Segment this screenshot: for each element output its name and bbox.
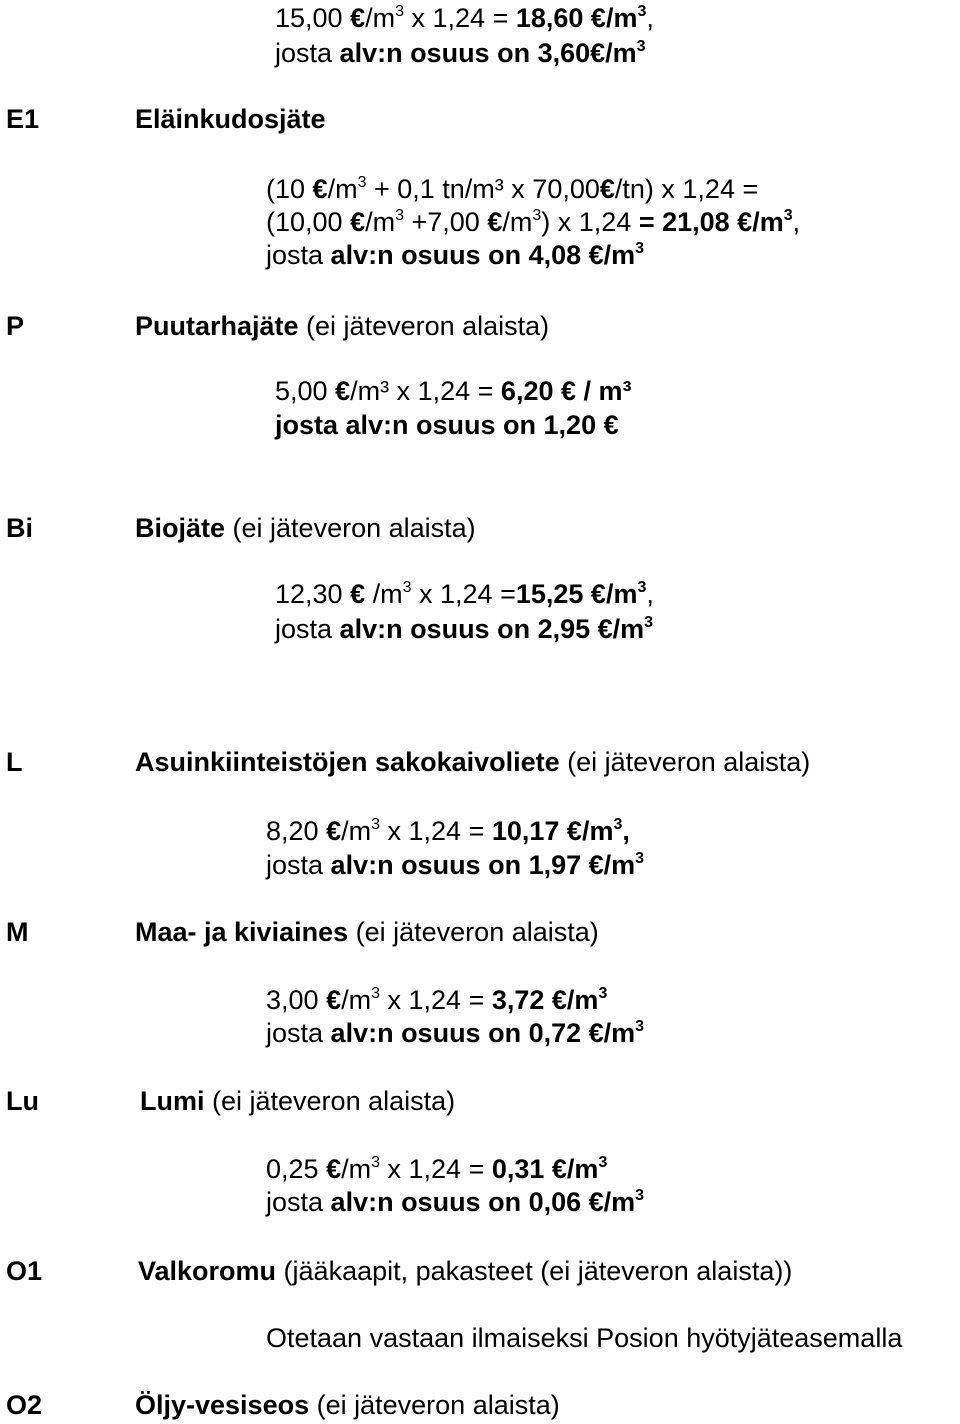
code-o2: O2 — [6, 1390, 43, 1420]
code-p: P — [6, 311, 25, 341]
top-price-line: 15,00 $€/m^3$ x 1,24 = 18,60 $€/m^3$, — [275, 3, 654, 33]
lu-vat-line: josta alv:n osuus on 0,06 $€/m^3$ — [266, 1187, 645, 1217]
e1-vat-line: josta alv:n osuus on 4,08 $€/m^3$ — [266, 240, 645, 270]
title-p: Puutarhajäte (ei jäteveron alaista) — [135, 311, 550, 341]
code-lu: Lu — [6, 1086, 39, 1116]
l-price-line: 8,20 $€/m^3$ x 1,24 = 10,17 $€/m^3$, — [266, 816, 630, 846]
m-vat-line: josta alv:n osuus on 0,72 $€/m^3$ — [266, 1018, 645, 1048]
title-e1: Eläinkudosjäte — [135, 104, 326, 134]
l-vat-line: josta alv:n osuus on 1,97 $€/m^3$ — [266, 850, 645, 880]
title-lu: Lumi (ei jäteveron alaista) — [140, 1086, 456, 1116]
p-vat-line: josta alv:n osuus on 1,20 € — [275, 410, 619, 440]
title-l: Asuinkiinteistöjen sakokaivoliete (ei jäteveron alaista) — [135, 747, 811, 777]
code-m: M — [6, 917, 29, 947]
bi-vat-line: josta alv:n osuus on 2,95 $€/m^3$ — [275, 614, 654, 644]
code-l: L — [6, 747, 23, 777]
m-price-line: 3,00 $€/m^3$ x 1,24 = 3,72 $€/m^3$ — [266, 985, 608, 1015]
title-m: Maa- ja kiviaines (ei jäteveron alaista) — [135, 917, 599, 947]
code-o1: O1 — [6, 1256, 43, 1286]
lu-price-line: 0,25 $€/m^3$ x 1,24 = 0,31 $€/m^3$ — [266, 1154, 608, 1184]
p-price-line: 5,00 €/m³ x 1,24 = 6,20 € / m³ — [275, 376, 632, 406]
bi-price-line: 12,30 € $/m^3$ x 1,24 =15,25 $€/m^3$, — [275, 579, 654, 609]
top-vat-line: josta alv:n osuus on $3,60€/m^3$ — [275, 38, 646, 68]
title-o1: Valkoromu (jääkaapit, pakasteet (ei jäteveron alaista)) — [138, 1256, 793, 1286]
code-bi: Bi — [6, 513, 33, 543]
title-bi: Biojäte (ei jäteveron alaista) — [135, 513, 476, 543]
e1-formula-line-2: (10,00 $€/m^3 +7,00$ $€/m^3$) x 1,24 = 21,08 $€/m^3$, — [266, 207, 801, 237]
e1-formula-line-1: (10 $€/m^3 + 0,1$ tn/m³ x 70,00€/tn) x 1,24 = — [266, 174, 759, 204]
title-o2: Öljy-vesiseos (ei jäteveron alaista) — [135, 1390, 560, 1420]
o1-note: Otetaan vastaan ilmaiseksi Posion hyötyjäteasemalla — [266, 1323, 903, 1353]
code-e1: E1 — [6, 104, 40, 134]
